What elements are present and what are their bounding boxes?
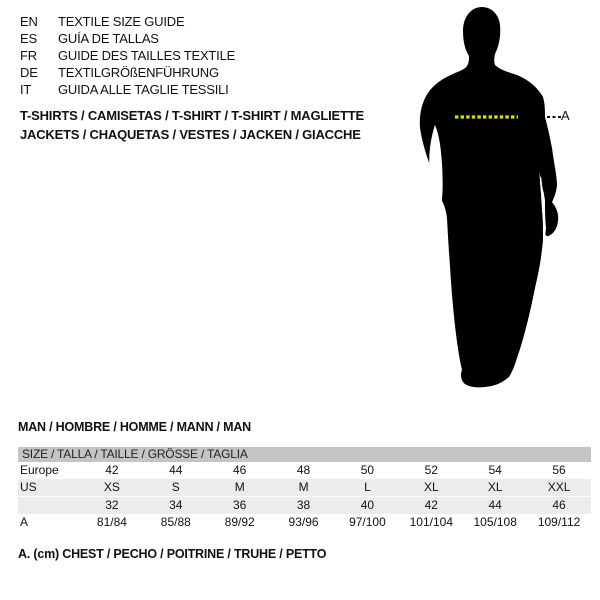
language-row-it: [20, 81, 235, 98]
size-cell: 109/112: [537, 515, 581, 529]
size-cell: 52: [424, 463, 438, 477]
size-cell: 101/104: [409, 515, 453, 529]
language-row-fr: [20, 47, 235, 64]
size-cell: 32: [105, 498, 119, 512]
size-cell: 44: [169, 463, 183, 477]
size-cell: 36: [233, 498, 247, 512]
row-label: US: [20, 480, 37, 494]
language-row-en: [20, 13, 235, 30]
language-code: FR: [20, 48, 37, 63]
size-cell: 50: [360, 463, 375, 477]
language-code: IT: [20, 82, 32, 97]
category-line-jackets: JACKETS / CHAQUETAS / VESTES / JACKEN / GIACCHE: [20, 127, 361, 142]
size-cell: XXL: [547, 480, 571, 494]
measure-label-a: A: [561, 108, 570, 123]
size-cell: 38: [296, 498, 311, 512]
size-cell: 46: [552, 498, 566, 512]
row-label: A: [20, 515, 29, 529]
row-label: [18, 497, 80, 514]
table-row-us: [18, 479, 591, 496]
language-label: TEXTILGRÖßENFÜHRUNG: [58, 65, 219, 80]
section-title-man: MAN / HOMBRE / HOMME / MANN / MAN: [18, 420, 251, 434]
size-cell: 85/88: [160, 515, 191, 529]
size-cell: S: [171, 480, 180, 494]
language-label: GUIDE DES TAILLES TEXTILE: [58, 48, 236, 63]
language-list: [20, 13, 235, 98]
measurement-footnote: A. (cm) CHEST / PECHO / POITRINE / TRUHE / PETTO: [18, 547, 327, 561]
language-label: GUÍA DE TALLAS: [58, 31, 159, 46]
size-cell: 48: [296, 463, 311, 477]
size-cell: 97/100: [349, 515, 386, 529]
size-cell: XL: [423, 480, 439, 494]
language-row-de: [20, 64, 235, 81]
size-cell: 105/108: [473, 515, 517, 529]
category-line-tshirts: T-SHIRTS / CAMISETAS / T-SHIRT / T-SHIRT / MAGLIETTE: [20, 108, 364, 123]
size-cell: 46: [233, 463, 247, 477]
language-code: EN: [20, 14, 38, 29]
size-cell: L: [364, 480, 371, 494]
size-cell: 42: [424, 498, 438, 512]
size-cell: 93/96: [288, 515, 319, 529]
row-label: Europe: [20, 463, 59, 477]
table-row-numeric: [18, 496, 591, 514]
language-row-es: [20, 30, 235, 47]
language-label: TEXTILE SIZE GUIDE: [58, 14, 185, 29]
man-silhouette-figure: [395, 0, 595, 400]
size-cell: 44: [488, 498, 502, 512]
size-cell: 81/84: [96, 515, 127, 529]
language-label: GUIDA ALLE TAGLIE TESSILI: [58, 82, 229, 97]
size-cell: XS: [103, 480, 120, 494]
size-cell: XL: [487, 480, 503, 494]
language-code: DE: [20, 65, 38, 80]
language-code: ES: [20, 31, 37, 46]
size-cell: 54: [488, 463, 502, 477]
table-row-europe: [18, 462, 591, 479]
size-cell: M: [298, 480, 309, 494]
size-table-header: SIZE / TALLA / TAILLE / GRÖSSE / TAGLIA: [18, 447, 591, 462]
size-cell: 42: [105, 463, 119, 477]
table-row-chest-a: [18, 514, 591, 531]
size-cell: M: [234, 480, 245, 494]
size-cell: 34: [169, 498, 183, 512]
size-cell: 40: [360, 498, 375, 512]
size-cell: 89/92: [224, 515, 255, 529]
size-table: [18, 447, 591, 531]
category-list: [20, 106, 364, 144]
size-cell: 56: [552, 463, 566, 477]
